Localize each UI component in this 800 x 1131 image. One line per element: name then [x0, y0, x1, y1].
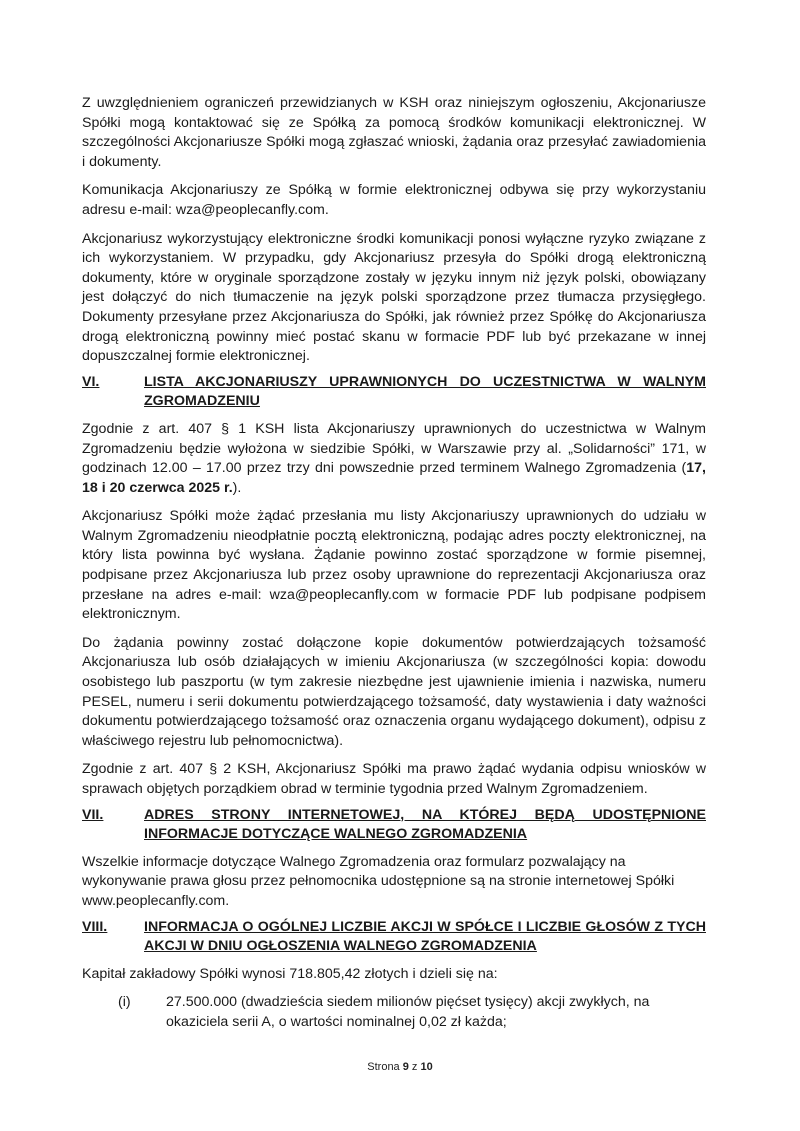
section-heading-viii: [82, 918, 706, 957]
section-title: LISTA AKCJONARIUSZY UPRAWNIONYCH DO UCZESTNICTWA W WALNYM ZGROMADZENIU: [144, 373, 706, 410]
page-label: Strona: [367, 1061, 403, 1073]
section-heading-vii: [82, 806, 706, 845]
section-number: VII.: [82, 806, 104, 823]
paragraph-motions-copy: Zgodnie z art. 407 § 2 KSH, Akcjonariusz Spółki ma prawo żądać wydania odpisu wniosków w sprawach objętych porządkiem obrad w terminie tygodnia przed Walnym Zgromadzeniem.: [82, 761, 706, 797]
page-separator: z: [408, 1061, 421, 1073]
paragraph-email-communication: Komunikacja Akcjonariuszy ze Spółką w formie elektronicznej odbywa się przy wykorzystaniu adresu e-mail: wza@peoplecanfly.com.: [82, 182, 706, 218]
list-item-series-a: [118, 993, 706, 1032]
section-title: INFORMACJA O OGÓLNEJ LICZBIE AKCJI W SPÓŁCE I LICZBIE GŁOSÓW Z TYCH AKCJI W DNIU OGŁOSZENIA WALNEGO ZGROMADZENIA: [144, 918, 706, 955]
section-number: VI.: [82, 373, 100, 390]
section-title: ADRES STRONY INTERNETOWEJ, NA KTÓREJ BĘDĄ UDOSTĘPNIONE INFORMACJE DOTYCZĄCE WALNEGO ZGROMADZENIA: [144, 806, 706, 843]
list-item-text: 27.500.000 (dwadzieścia siedem milionów pięćset tysięcy) akcji zwykłych, na okaziciela serii A, o wartości nominalnej 0,02 zł każda;: [166, 994, 650, 1030]
page-current: 9: [402, 1061, 409, 1073]
document-page: [82, 94, 706, 1033]
section-heading-vi: [82, 373, 706, 412]
paragraph-list-request: Akcjonariusz Spółki może żądać przesłania mu listy Akcjonariuszy uprawnionych do udziału w Walnym Zgromadzeniu nieodpłatnie pocztą elektroniczną, podając adres poczty elektronicznej, na który lista powinna być wysłana. Żądanie powinno zostać sporządzone w formie pisemnej, podpisane przez Akcjonariusza lub przez osoby uprawnione do reprezentacji Akcjonariusza oraz przesłane na adres e-mail: wza@peoplecanfly.com w formacie PDF lub podpisane podpisem elektronicznym.: [82, 508, 706, 623]
meeting-dates: 17, 18 i 20 czerwca 2025 r.: [82, 460, 706, 496]
page-total: 10: [420, 1061, 433, 1073]
section-number: VIII.: [82, 918, 108, 935]
paragraph-website-info: Wszelkie informacje dotyczące Walnego Zgromadzenia oraz formularz pozwalający na wykonywanie prawa głosu przez pełnomocnika udostępnione są na stronie internetowej Spółki www.peoplecanfly.com.: [82, 853, 675, 909]
list-marker: (i): [118, 994, 131, 1011]
page-footer: [0, 1061, 800, 1073]
paragraph-electronic-contact: Z uwzględnieniem ograniczeń przewidzianych w KSH oraz niniejszym ogłoszeniu, Akcjonariusze Spółki mogą kontaktować się ze Spółką za pomocą środków komunikacji elektronicznej. W szczególności Akcjonariusze Spółki mogą zgłaszać wnioski, żądania oraz przesyłać zawiadomienia i dokumenty.: [82, 95, 706, 170]
paragraph-electronic-risk: Akcjonariusz wykorzystujący elektroniczne środki komunikacji ponosi wyłączne ryzyko związane z ich wykorzystaniem. W przypadku, gdy Akcjonariusz przesyła do Spółki drogą elektroniczną dokumenty, które w oryginale sporządzone zostały w języku innym niż język polski, obowiązany jest dołączyć do nich tłumaczenie na język polski sporządzone przez tłumacza przysięgłego. Dokumenty przesyłane przez Akcjonariusza do Spółki, jak również przez Spółkę do Akcjonariusza drogą elektroniczną powinny mieć postać skanu w formacie PDF lub być przekazane w innej dopuszczalnej formie elektronicznej.: [82, 230, 706, 365]
paragraph-share-capital: Kapitał zakładowy Spółki wynosi 718.805,42 złotych i dzieli się na:: [82, 965, 498, 982]
paragraph-identity-docs: Do żądania powinny zostać dołączone kopie dokumentów potwierdzających tożsamość Akcjonariusza lub osób działających w imieniu Akcjonariusza (w szczególności kopia: dowodu osobistego lub paszportu (w tym zakresie niezbędne jest ujawnienie imienia i nazwiska, numeru PESEL, numeru i serii dokumentu potwierdzającego tożsamość, daty wystawienia i daty ważności dokumentu potwierdzającego tożsamość oraz oznaczenia organu wydającego dokument), odpisu z właściwego rejestru lub pełnomocnictwa).: [82, 634, 706, 749]
paragraph-shareholder-list: Zgodnie z art. 407 § 1 KSH lista Akcjonariuszy uprawnionych do uczestnictwa w Walnym Zgromadzeniu będzie wyłożona w siedzibie Spółki, w Warszawie przy al. „Solidarności” 171, w godzinach 12.00 – 17.00 przez trzy dni powszednie przed terminem Walnego Zgromadzenia (17, 18 i 20 czerwca 2025 r.).: [82, 420, 706, 496]
